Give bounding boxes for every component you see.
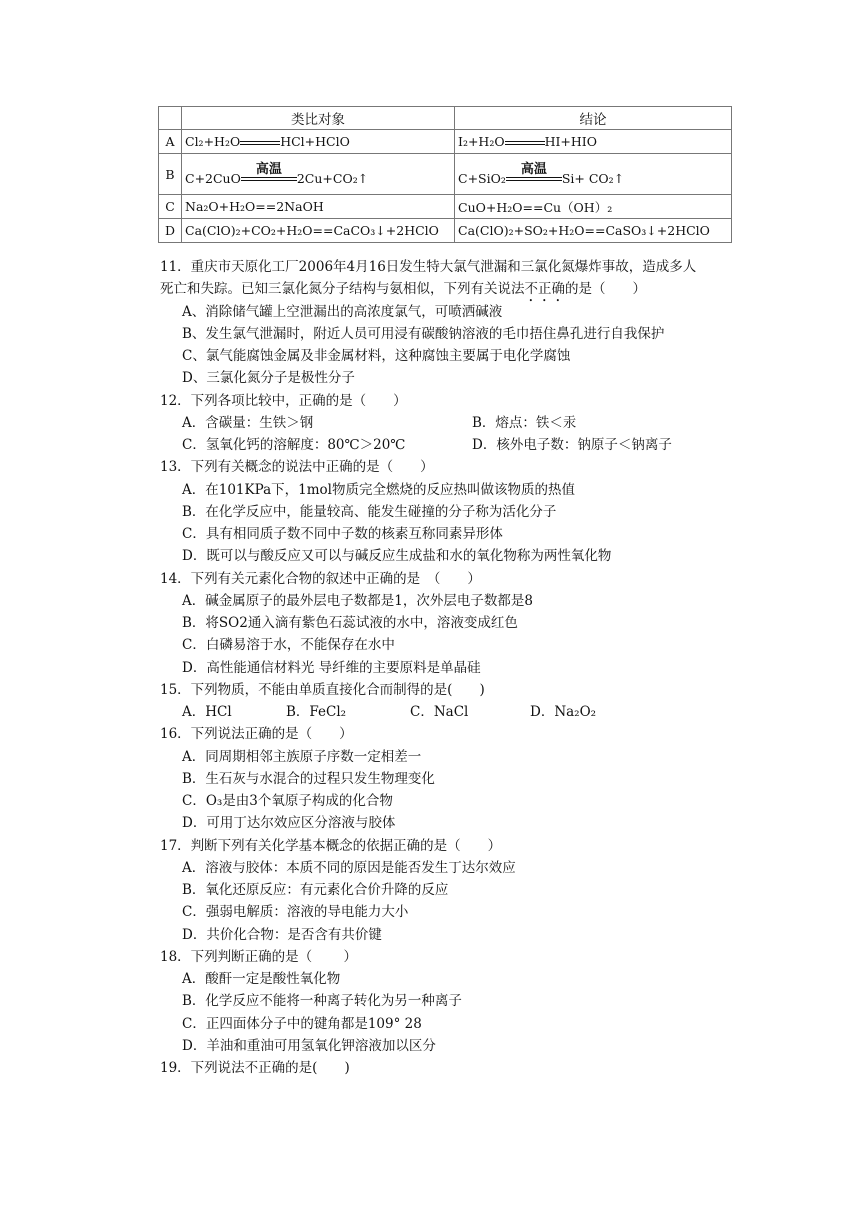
question-18-stem: 18．下列判断正确的是（ ）: [160, 948, 357, 965]
equation-right: Si+ CO₂↑: [561, 170, 625, 186]
stem-text: 的是（ ）: [565, 281, 646, 298]
option-c: C．白磷易溶于水，不能保存在水中: [182, 637, 395, 654]
option-b: B．氧化还原反应：有元素化合价升降的反应: [182, 882, 449, 898]
option-c: C．强弱电解质：溶液的导电能力大小: [182, 904, 409, 921]
equation-right: HCl+HClO: [280, 134, 350, 149]
question-12-stem: 12．下列各项比较中，正确的是（ ）: [160, 392, 407, 409]
option-a: A．酸酐一定是酸性氧化物: [182, 971, 341, 987]
option-b: B．化学反应不能将一种离子转化为另一种离子: [182, 993, 462, 1010]
table-row: [159, 219, 732, 243]
conclusion-cell: CuO+H₂O==Cu（OH）₂: [455, 195, 732, 219]
option-b: B．将SO2通入滴有紫色石蕊试液的水中，溶液变成红色: [182, 615, 518, 631]
conclusion-cell: [455, 154, 732, 195]
option-c: C．具有相同质子数不同中子数的核素互称同素异形体: [182, 526, 503, 542]
row-label: A: [159, 130, 182, 154]
analogy-cell: Ca(ClO)₂+CO₂+H₂O==CaCO₃↓+2HClO: [182, 219, 455, 243]
stem-text: 死亡和失踪。已知三氯化氮分子结构与氨相似，下列有关说法: [160, 281, 525, 298]
equation-left: I₂+H₂O: [458, 134, 505, 149]
row-label: B: [159, 154, 182, 195]
equation-left: Cl₂+H₂O: [185, 134, 241, 149]
equation-right: HI+HIO: [544, 134, 597, 149]
question-13-stem: 13．下列有关概念的说法中正确的是（ ）: [160, 459, 434, 476]
option-b: B．熔点：铁＜汞: [472, 414, 577, 431]
reversible-arrow-icon: [505, 139, 545, 147]
option-b: B．生石灰与水混合的过程只发生物理变化: [182, 770, 435, 787]
equals-bar: [241, 177, 297, 181]
condition-label: 高温: [255, 161, 282, 177]
option-d: D、三氯化氮分子是极性分子: [182, 370, 355, 387]
equation-right: 2Cu+CO₂↑: [296, 170, 369, 186]
option-a: A．在101KPa下，1mol物质完全燃烧的反应热叫做该物质的热值: [182, 481, 575, 498]
option-a: A、消除储气罐上空泄漏出的高浓度氯气，可喷洒碱液: [182, 303, 503, 320]
option-d: D．既可以与酸反应又可以与碱反应生成盐和水的氧化物称为两性氧化物: [182, 548, 612, 565]
high-temp-condition: [506, 163, 562, 186]
equals-bar: [506, 177, 562, 181]
option-c: C．NaCl: [410, 704, 469, 720]
question-11-stem-line2: [160, 278, 740, 300]
question-17-stem: 17．判断下列有关化学基本概念的依据正确的是（ ）: [160, 837, 502, 854]
option-a: A．溶液与胶体：本质不同的原因是能否发生丁达尔效应: [182, 859, 516, 876]
option-b: B．FeCl₂: [286, 704, 347, 720]
options-row: [160, 701, 740, 723]
option-c: C．正四面体分子中的键角都是109° 28: [182, 1015, 422, 1032]
option-a: A．HCl: [182, 704, 232, 720]
option-a: A．含碳量：生铁＞钢: [182, 414, 314, 431]
option-b: B、发生氯气泄漏时，附近人员可用浸有碳酸钠溶液的毛巾捂住鼻孔进行自我保护: [182, 325, 665, 342]
table-row: [159, 130, 732, 154]
reversible-arrow-icon: [240, 139, 280, 147]
table-row: [159, 154, 732, 195]
option-d: D．Na₂O₂: [530, 704, 597, 720]
condition-label: 高温: [520, 161, 547, 177]
analogy-cell: [182, 154, 455, 195]
conclusion-cell: Ca(ClO)₂+SO₂+H₂O==CaSO₃↓+2HClO: [455, 219, 732, 243]
option-d: D．高性能通信材料光 导纤维的主要原料是单晶硅: [182, 659, 481, 676]
option-b: B．在化学反应中，能量较高、能发生碰撞的分子称为活化分子: [182, 503, 557, 520]
analogy-table: [158, 106, 732, 243]
equation-left: C+2CuO: [185, 170, 241, 186]
option-a: A．碱金属原子的最外层电子数都是1，次外层电子数都是8: [182, 592, 533, 609]
equation-left: C+SiO₂: [458, 170, 506, 186]
header-analogy-object: 类比对象: [182, 107, 455, 130]
emphasis-text: 不正确: [524, 281, 565, 298]
option-a: A．同周期相邻主族原子序数一定相差一: [182, 748, 422, 765]
table-header-row: [159, 107, 732, 130]
option-d: D．共价化合物：是否含有共价键: [182, 926, 382, 943]
question-19-stem: 19．下列说法不正确的是( ): [160, 1060, 350, 1076]
option-d: D．可用丁达尔效应区分溶液与胶体: [182, 815, 396, 832]
question-16-stem: 16．下列说法正确的是（ ）: [160, 726, 353, 743]
row-label: D: [159, 219, 182, 243]
header-empty-cell: [159, 107, 182, 130]
high-temp-condition: [241, 163, 297, 186]
question-15-stem: 15．下列物质，不能由单质直接化合而制得的是( ): [160, 681, 485, 698]
question-11-stem-line1: 11．重庆市天原化工厂2006年4月16日发生特大氯气泄漏和三氯化氮爆炸事故，造成多人: [160, 259, 697, 275]
option-d: D．羊油和重油可用氢氧化钾溶液加以区分: [182, 1037, 436, 1054]
option-c: C．氢氧化钙的溶解度：80℃＞20℃: [182, 437, 406, 453]
option-c: C、氯气能腐蚀金属及非金属材料，这种腐蚀主要属于电化学腐蚀: [182, 348, 571, 364]
analogy-cell: Na₂O+H₂O==2NaOH: [182, 195, 455, 219]
question-14-stem: 14．下列有关元素化合物的叙述中正确的是 （ ）: [160, 570, 481, 587]
analogy-cell: [182, 130, 455, 154]
options-row: [160, 412, 740, 434]
options-row: [160, 434, 740, 456]
conclusion-cell: [455, 130, 732, 154]
questions: [160, 256, 740, 1079]
row-label: C: [159, 195, 182, 219]
table-row: [159, 195, 732, 219]
option-c: C．O₃是由3个氧原子构成的化合物: [182, 793, 393, 809]
header-conclusion: 结论: [455, 107, 732, 130]
option-d: D．核外电子数：钠原子＜钠离子: [472, 437, 672, 453]
